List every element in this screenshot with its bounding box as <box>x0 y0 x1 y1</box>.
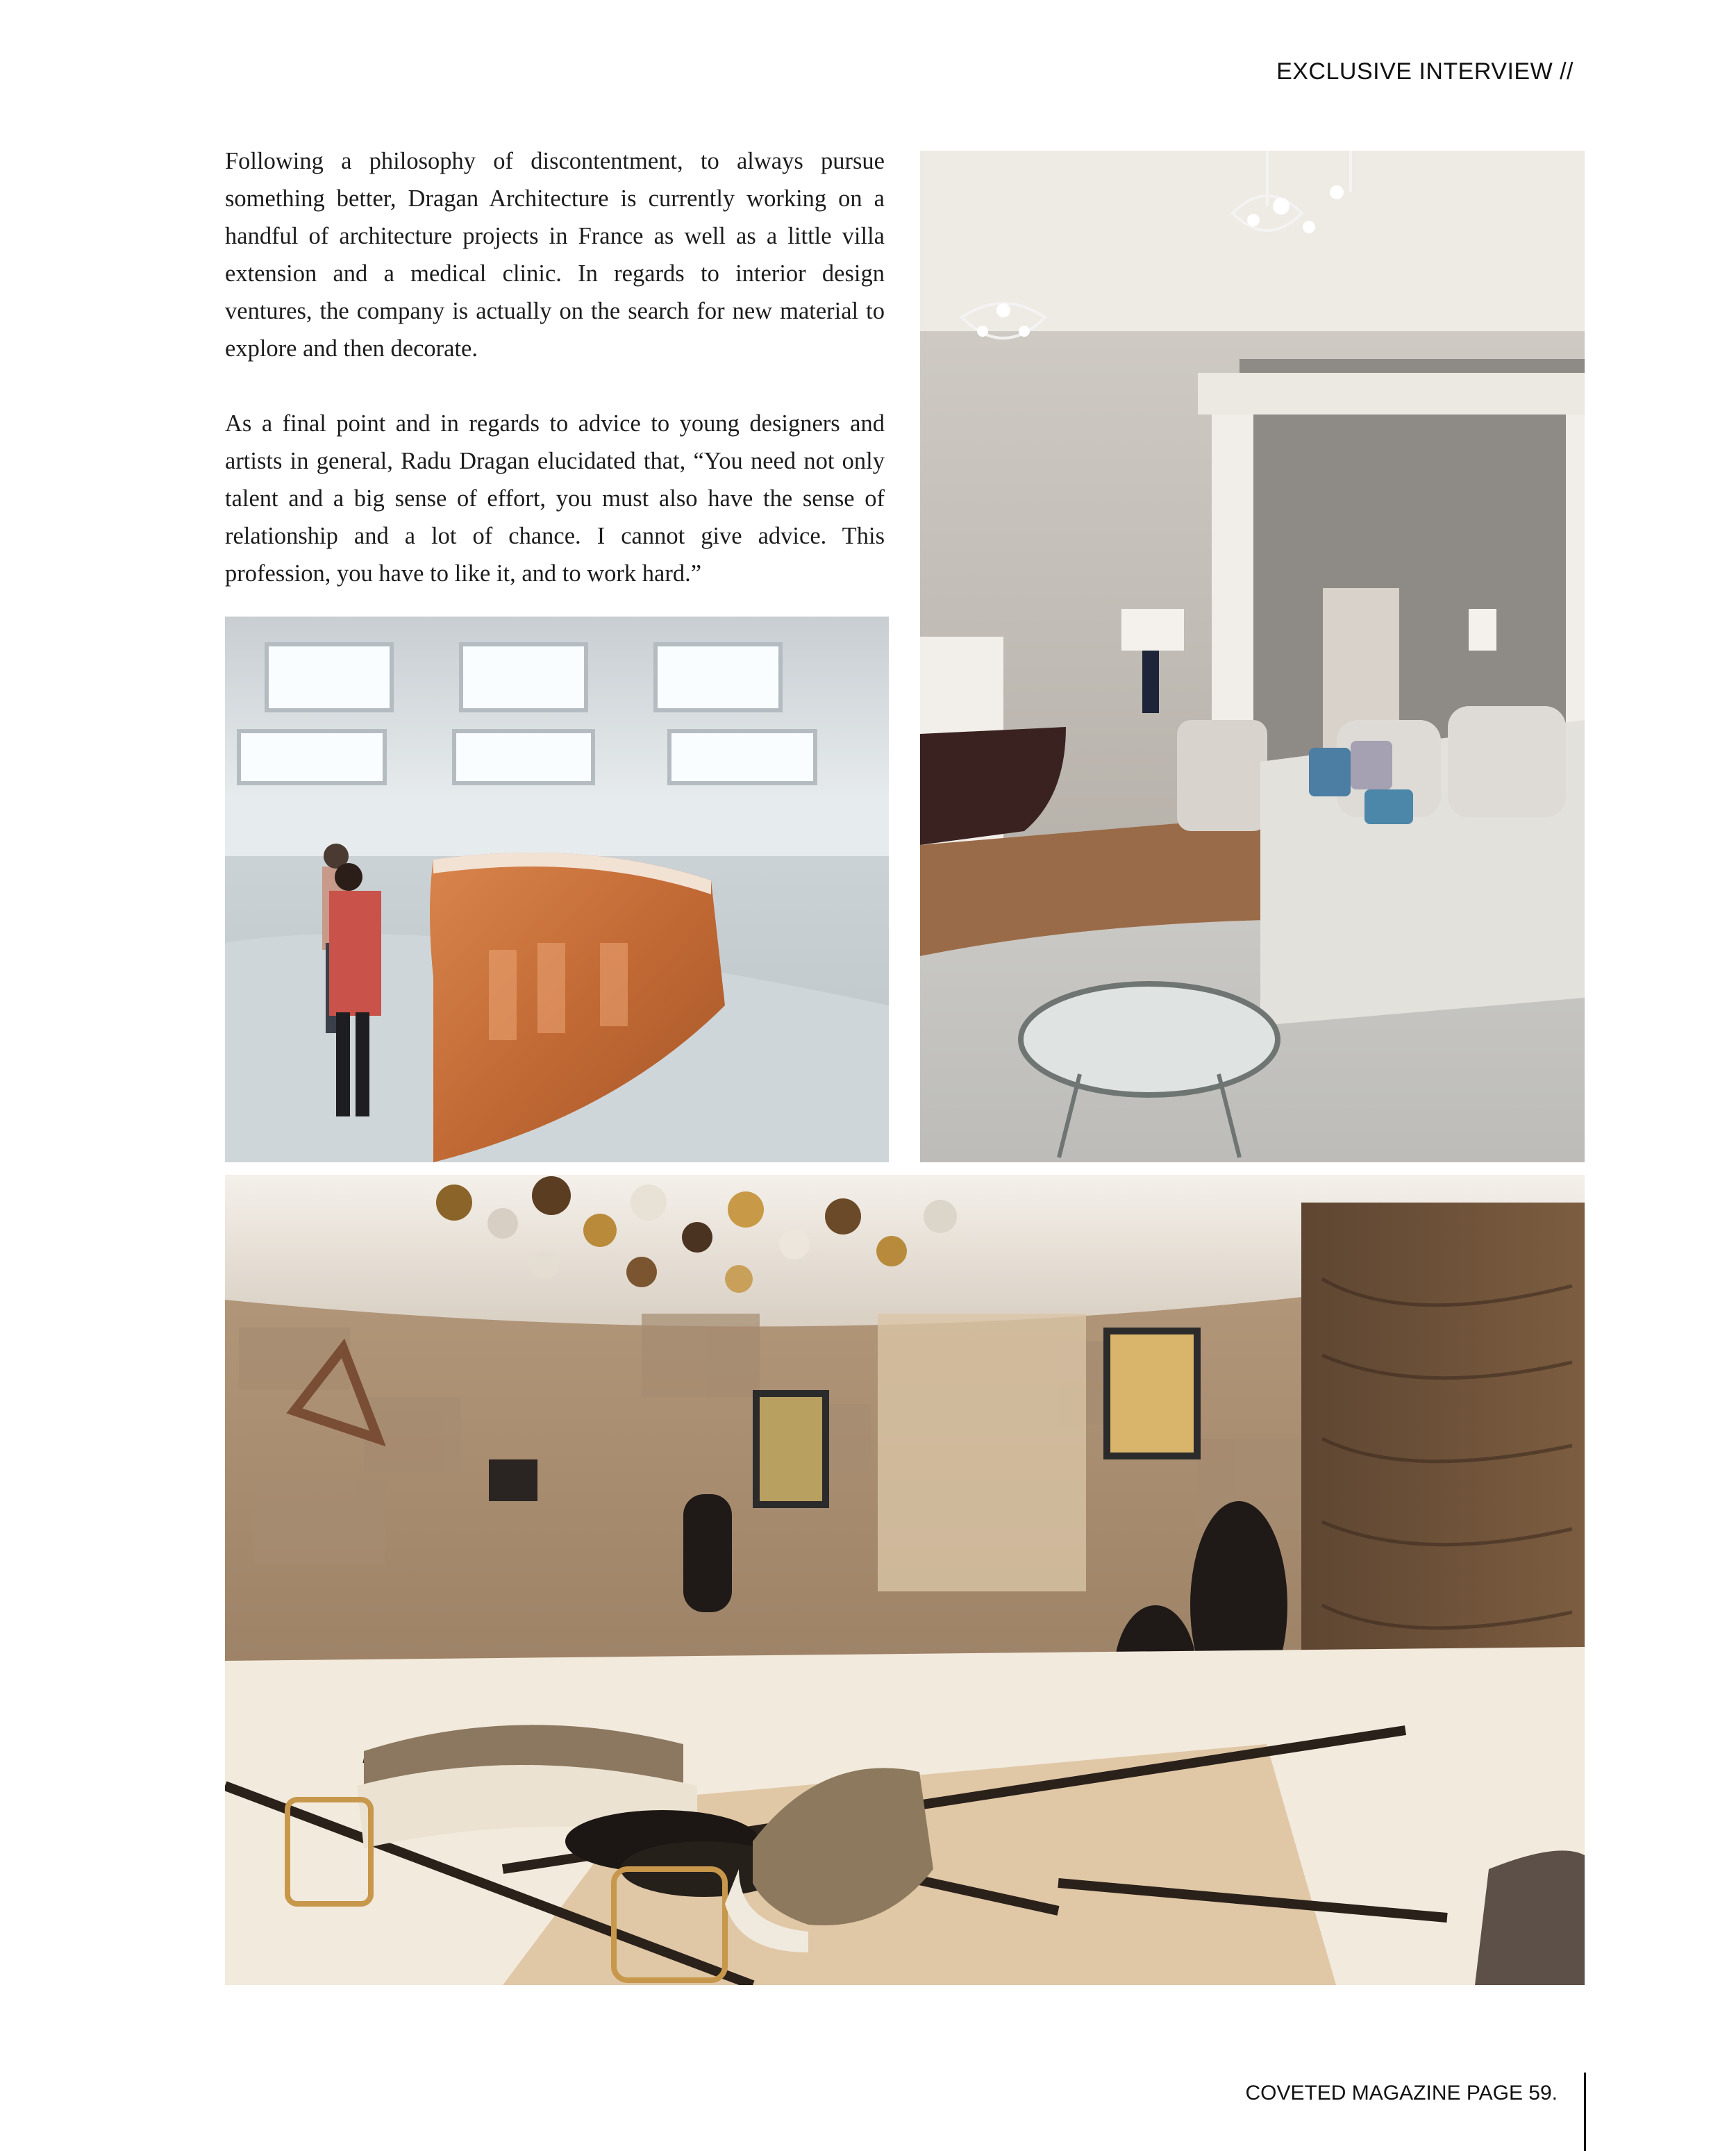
article-body <box>225 142 885 630</box>
museum-interior-photo <box>225 617 889 1162</box>
article-paragraph: As a final point and in regards to advice to young designers and artists in general, Radu Dragan elucidated that, “You need not only talent and a big sense of effort, you must also have the sense of relationship and a lot of chance. I cannot give advice. This profession, you have to like it, and to work hard.” <box>225 410 885 587</box>
page-number-footer: COVETED MAGAZINE PAGE 59. <box>1245 2082 1558 2104</box>
article-paragraph: Following a philosophy of discontentment, to always pursue something better, Dragan Architecture is currently working on a handful of architecture projects in France as well as a little villa extension and a medical clinic. In regards to interior design ventures, the company is actually on the search for new material to explore and then decorate. <box>225 148 885 362</box>
living-room-photo <box>920 151 1585 1162</box>
footer-divider <box>1584 2073 1586 2151</box>
section-header: EXCLUSIVE INTERVIEW // <box>1276 58 1574 85</box>
lounge-interior-photo <box>225 1175 1585 1985</box>
